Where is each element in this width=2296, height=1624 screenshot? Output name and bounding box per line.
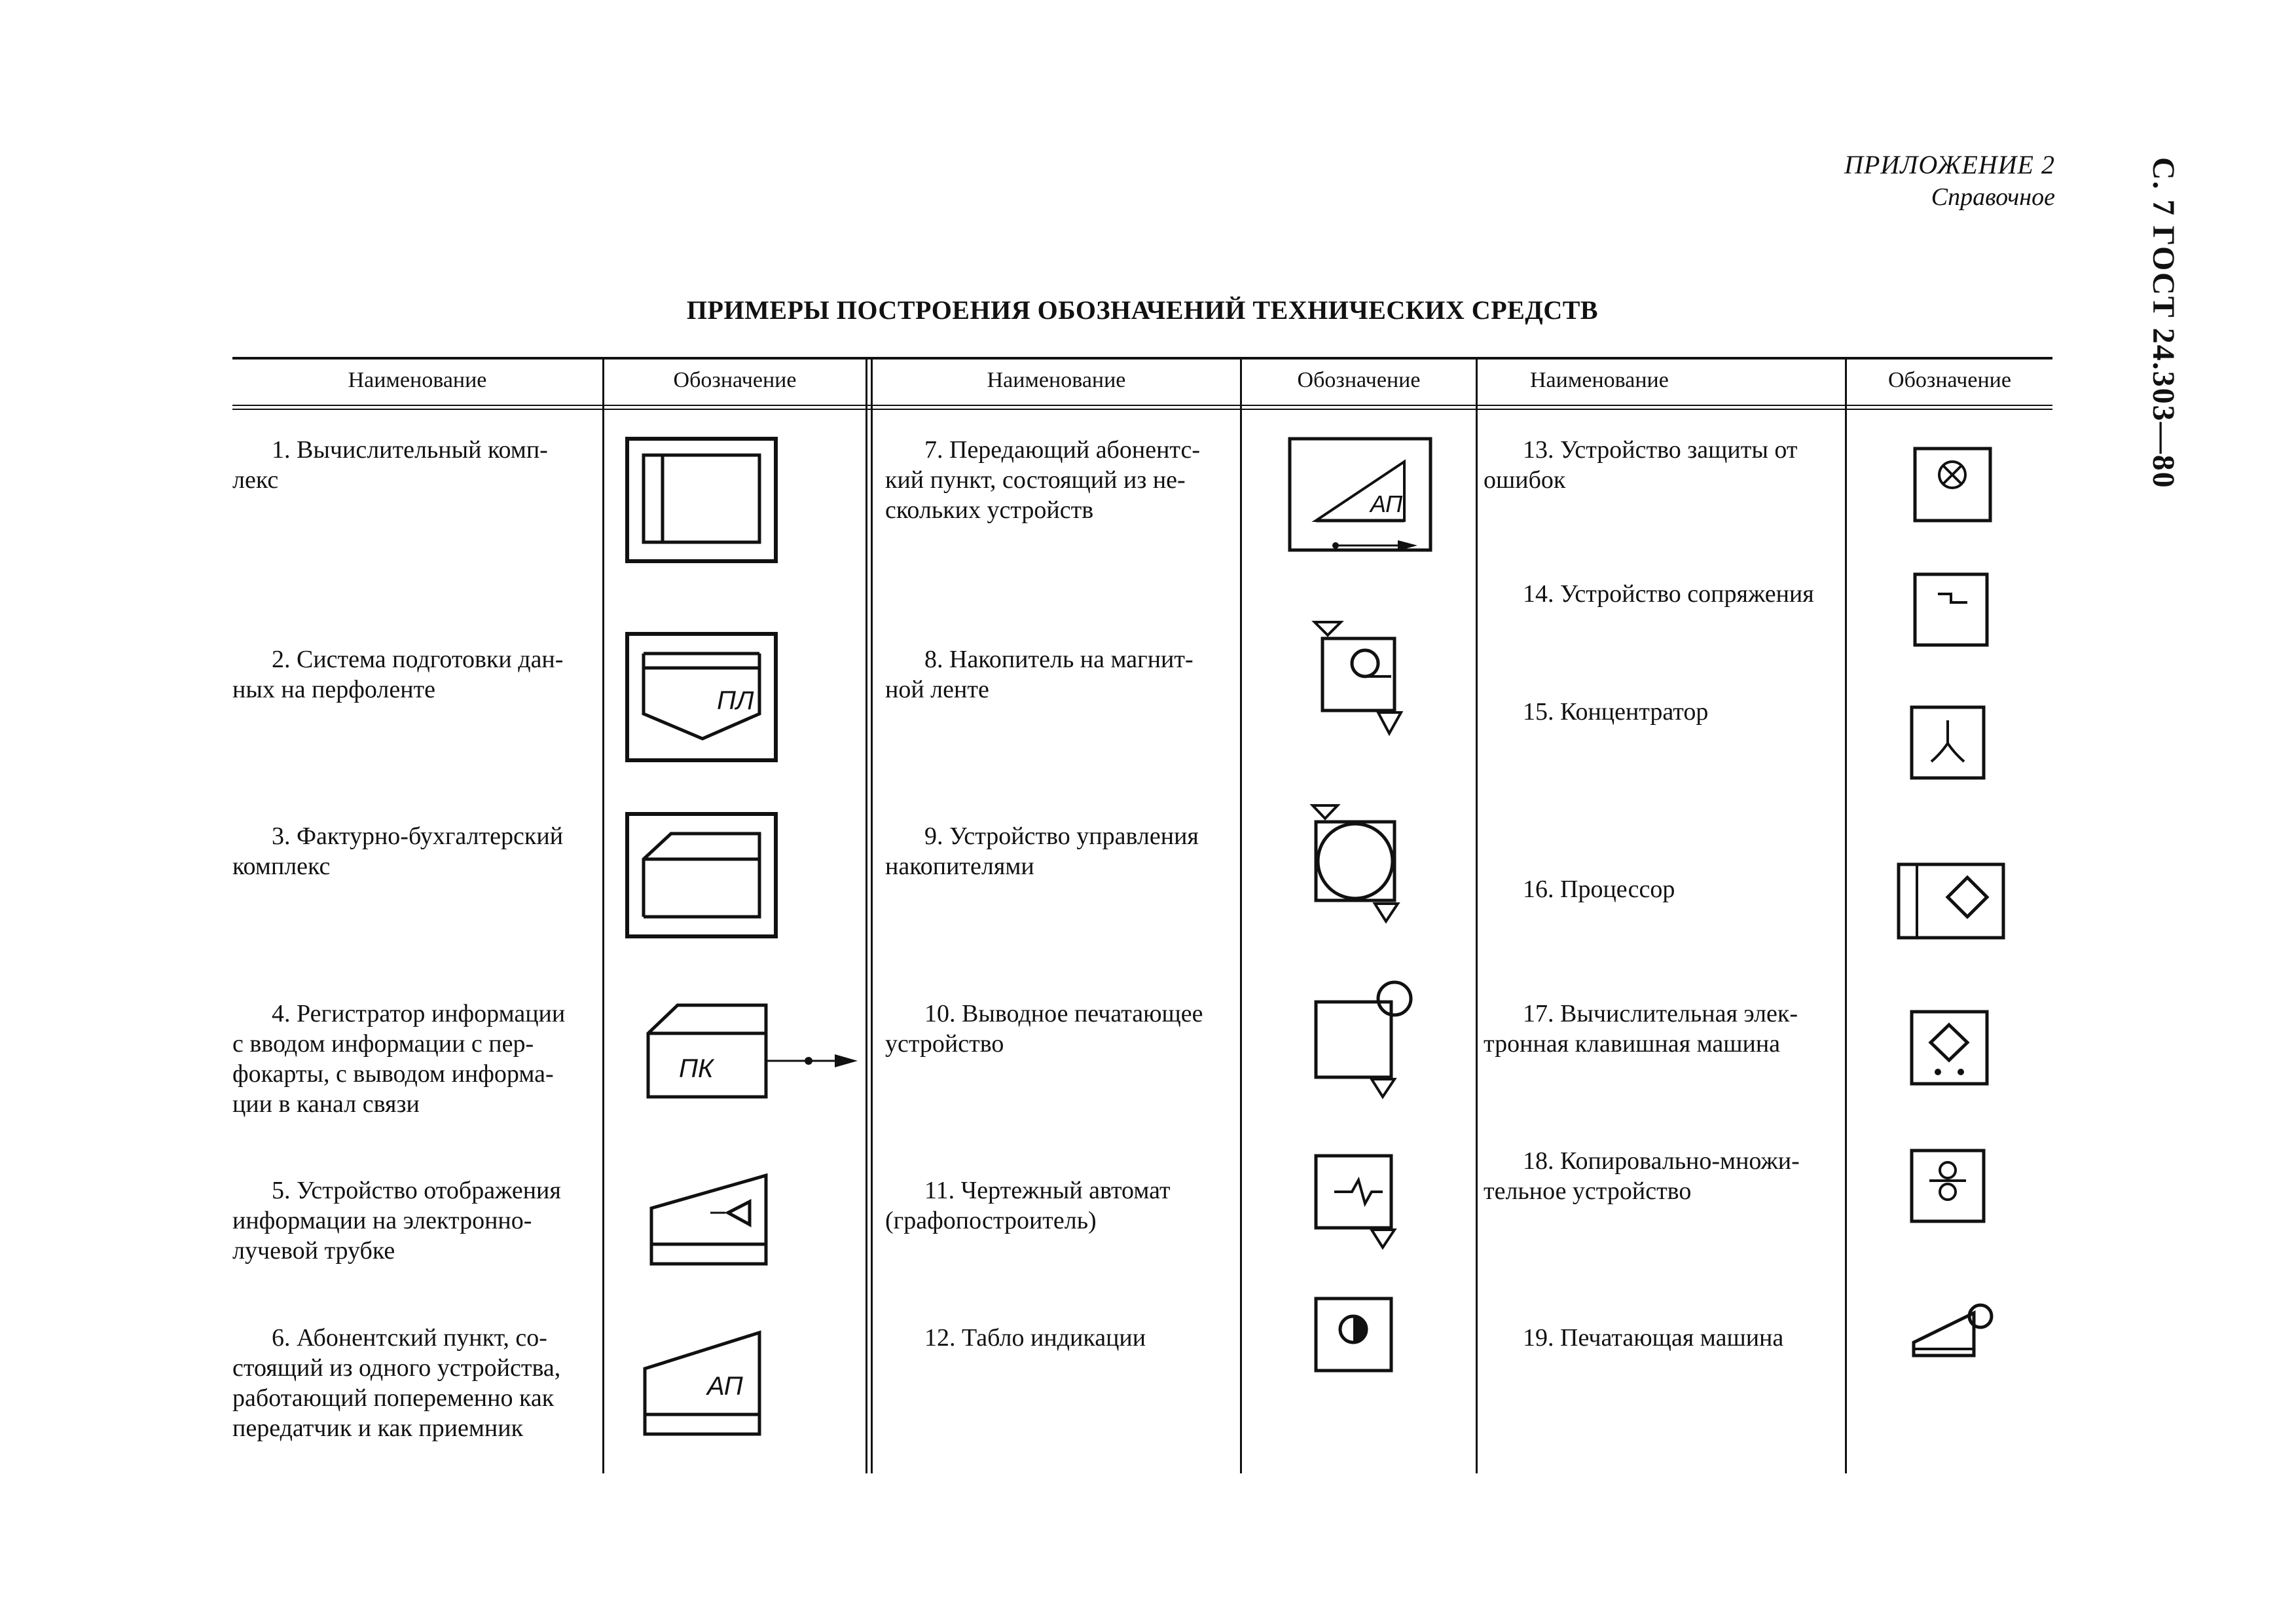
column-header-symbol-1: Обозначение <box>673 368 797 392</box>
symbol-subscriber-point-single <box>642 1329 773 1441</box>
item-16-name: 16. Процессор <box>1523 876 1675 903</box>
item-2-name: 2. Система подготовки дан- ных на перфоленте <box>232 646 564 703</box>
item-19-name: 19. Печатающая машина <box>1523 1324 1784 1352</box>
symbol-label-pl: ПЛ <box>717 686 754 715</box>
symbol-error-protection <box>1912 445 1997 527</box>
symbol-concentrator <box>1908 704 1994 783</box>
column-header-name-1: Наименование <box>348 368 487 392</box>
symbol-computing-complex <box>625 435 782 566</box>
symbol-punched-tape-system <box>625 632 782 763</box>
appendix-header <box>1844 149 2055 212</box>
symbol-transmitting-subscriber-point <box>1286 435 1437 557</box>
symbol-drive-controller <box>1306 802 1411 923</box>
table-top-rule <box>232 357 2052 360</box>
item-6-name: 6. Абонентский пункт, со- стоящий из одного устройства, работающий попеременно как передатчик и как приемник <box>232 1324 561 1442</box>
column-header-name-3: Наименование <box>1530 368 1669 392</box>
symbol-invoice-accounting-complex <box>625 812 782 943</box>
appendix-number: ПРИЛОЖЕНИЕ 2 <box>1844 150 2055 179</box>
item-14-name: 14. Устройство сопряжения <box>1523 580 1814 608</box>
page-side-label: С. 7 ГОСТ 24.303—80 <box>2146 157 2181 489</box>
col-divider-1 <box>602 358 604 1473</box>
symbol-crt-display <box>648 1172 779 1270</box>
item-17-name: 17. Вычислительная элек- тронная клавишная машина <box>1484 1000 1798 1058</box>
item-13-name: 13. Устройство защиты от ошибок <box>1484 436 1798 494</box>
symbol-plotter <box>1309 1153 1414 1251</box>
item-15-name: 15. Концентратор <box>1523 698 1709 726</box>
symbol-output-printer <box>1309 976 1427 1097</box>
item-9-name: 9. Устройство управления накопителями <box>885 822 1199 880</box>
col-divider-5 <box>1845 358 1847 1473</box>
column-header-symbol-2: Обозначение <box>1297 368 1421 392</box>
symbol-copy-multiplier <box>1908 1147 1994 1226</box>
item-1-name: 1. Вычислительный комп- лекс <box>232 436 548 494</box>
page-title: ПРИМЕРЫ ПОСТРОЕНИЯ ОБОЗНАЧЕНИЙ ТЕХНИЧЕСКИХ СРЕДСТВ <box>686 295 1599 325</box>
item-8-name: 8. Накопитель на магнит- ной ленте <box>885 646 1194 703</box>
item-10-name: 10. Выводное печатающее устройство <box>885 1000 1203 1058</box>
symbol-electronic-keyboard-computer <box>1908 1008 1994 1087</box>
symbol-printing-machine <box>1908 1300 2000 1372</box>
symbol-interface-device <box>1912 571 1997 650</box>
table-header-rule-2 <box>232 409 2052 410</box>
table-header-rule <box>232 405 2052 406</box>
col-divider-2a <box>866 358 867 1473</box>
item-5-name: 5. Устройство отображения информации на электронно- лучевой трубке <box>232 1177 561 1264</box>
col-divider-3 <box>1240 358 1242 1473</box>
symbol-label-ap7: АП <box>1370 490 1403 517</box>
item-4-name: 4. Регистратор информации с вводом информации с пер- фокарты, с выводом информа- ции в канал связи <box>232 1000 566 1118</box>
symbol-processor <box>1895 861 2010 943</box>
symbol-magnetic-tape-drive <box>1309 619 1408 740</box>
column-header-name-2: Наименование <box>987 368 1126 392</box>
symbol-label-ap: АП <box>707 1372 743 1401</box>
symbol-info-registrar <box>645 1002 861 1107</box>
col-divider-4 <box>1476 358 1478 1473</box>
item-12-name: 12. Табло индикации <box>924 1324 1146 1352</box>
item-7-name: 7. Передающий абонентс- кий пункт, состоящий из не- скольких устройств <box>885 436 1201 524</box>
appendix-type: Справочное <box>1931 183 2055 211</box>
item-3-name: 3. Фактурно-бухгалтерский комплекс <box>232 822 564 880</box>
item-11-name: 11. Чертежный автомат (графопостроитель) <box>885 1177 1171 1234</box>
symbol-label-pk: ПК <box>679 1054 714 1083</box>
col-divider-2b <box>871 358 873 1473</box>
symbol-indicator-board <box>1313 1295 1398 1377</box>
item-18-name: 18. Копировально-множи- тельное устройство <box>1484 1147 1800 1205</box>
column-header-symbol-3: Обозначение <box>1888 368 2011 392</box>
